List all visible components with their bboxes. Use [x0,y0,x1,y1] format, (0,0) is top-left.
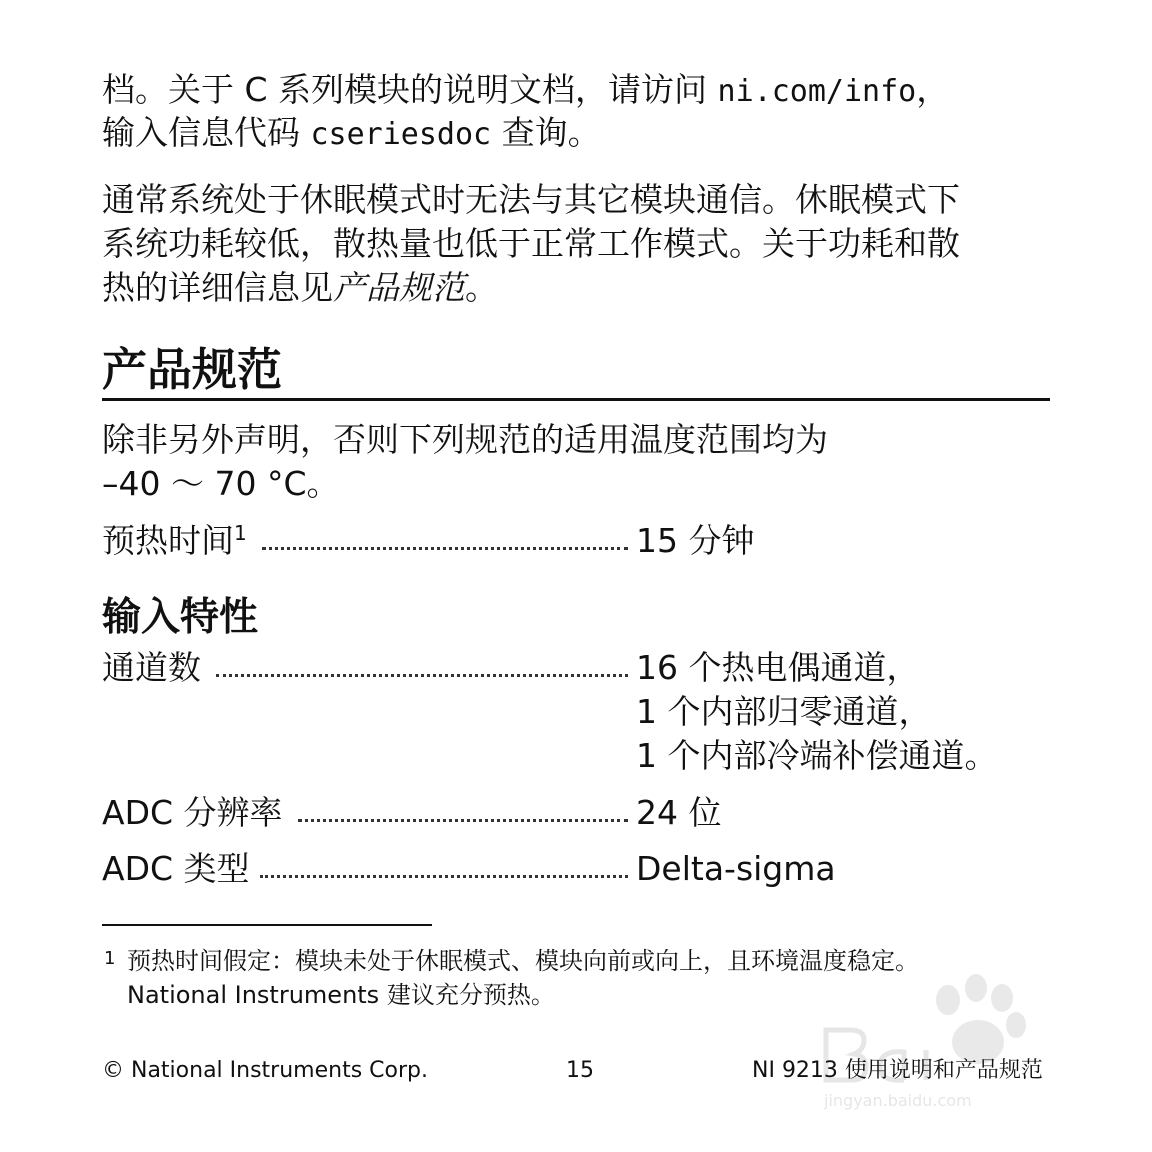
footnote-line-1: 预热时间假定：模块未处于休眠模式、模块向前或向上，且环境温度稳定。 [127,947,919,975]
spec-value-cont: 1 个内部冷端补偿通道。 [636,736,998,775]
spec-reference: 产品规范 [333,268,465,307]
footnote-ref: 1 [234,521,247,545]
intro-text: 档。关于 C 系列模块的说明文档，请访问 [102,70,718,109]
heading-rule [102,398,1050,401]
input-heading: 输入特性 [102,595,259,640]
footer-page-number: 15 [566,1058,594,1083]
specs-note-line-2: –40 ～ 70 °C。 [102,464,340,503]
footer-copyright: © National Instruments Corp. [102,1058,428,1083]
intro-line-1: 档。关于 C 系列模块的说明文档，请访问 ni.com/info， [102,70,950,109]
spec-row-adc-resolution [102,793,1050,833]
spec-value: 16 个热电偶通道， [636,648,920,687]
footnote-rule [102,924,432,926]
spec-value: 15 分钟 [636,521,755,560]
baidu-watermark-logo [818,950,1068,1110]
spec-label: ADC 分辨率 [102,793,283,832]
spec-row-adc-type [102,849,1050,889]
spec-value: 24 位 [636,793,722,832]
sleep-line-2: 系统功耗较低，散热量也低于正常工作模式。关于功耗和散 [102,224,960,263]
footnote-number: 1 [104,948,116,969]
specs-heading: 产品规范 [102,343,283,396]
footnote-line-2: National Instruments 建议充分预热。 [127,981,555,1009]
info-code: cseriesdoc [310,117,492,152]
spec-row-warmup [102,521,1050,561]
sleep-line-1: 通常系统处于休眠模式时无法与其它模块通信。休眠模式下 [102,180,960,219]
svg-text:jingyan.baidu.com: jingyan.baidu.com [824,1091,972,1110]
leader-dots [216,674,628,677]
sleep-line-3: 热的详细信息见产品规范。 [102,268,498,307]
intro-line-2: 输入信息代码 cseriesdoc 查询。 [102,113,601,152]
spec-label: 预热时间$^1$ [102,521,247,560]
spec-value-cont: 1 个内部归零通道， [636,692,932,731]
spec-value: Delta-sigma [636,849,836,888]
spec-label: 通道数 [102,648,201,687]
footer-doc-title: NI 9213 使用说明和产品规范 [752,1058,1043,1083]
leader-dots [298,819,628,822]
intro-url: ni.com/info [717,74,917,109]
spec-label: ADC 类型 [102,849,250,888]
leader-dots [262,547,628,550]
specs-note-line-1: 除非另外声明，否则下列规范的适用温度范围均为 [102,420,828,459]
leader-dots [260,875,628,878]
spec-row-channels [102,648,1050,688]
